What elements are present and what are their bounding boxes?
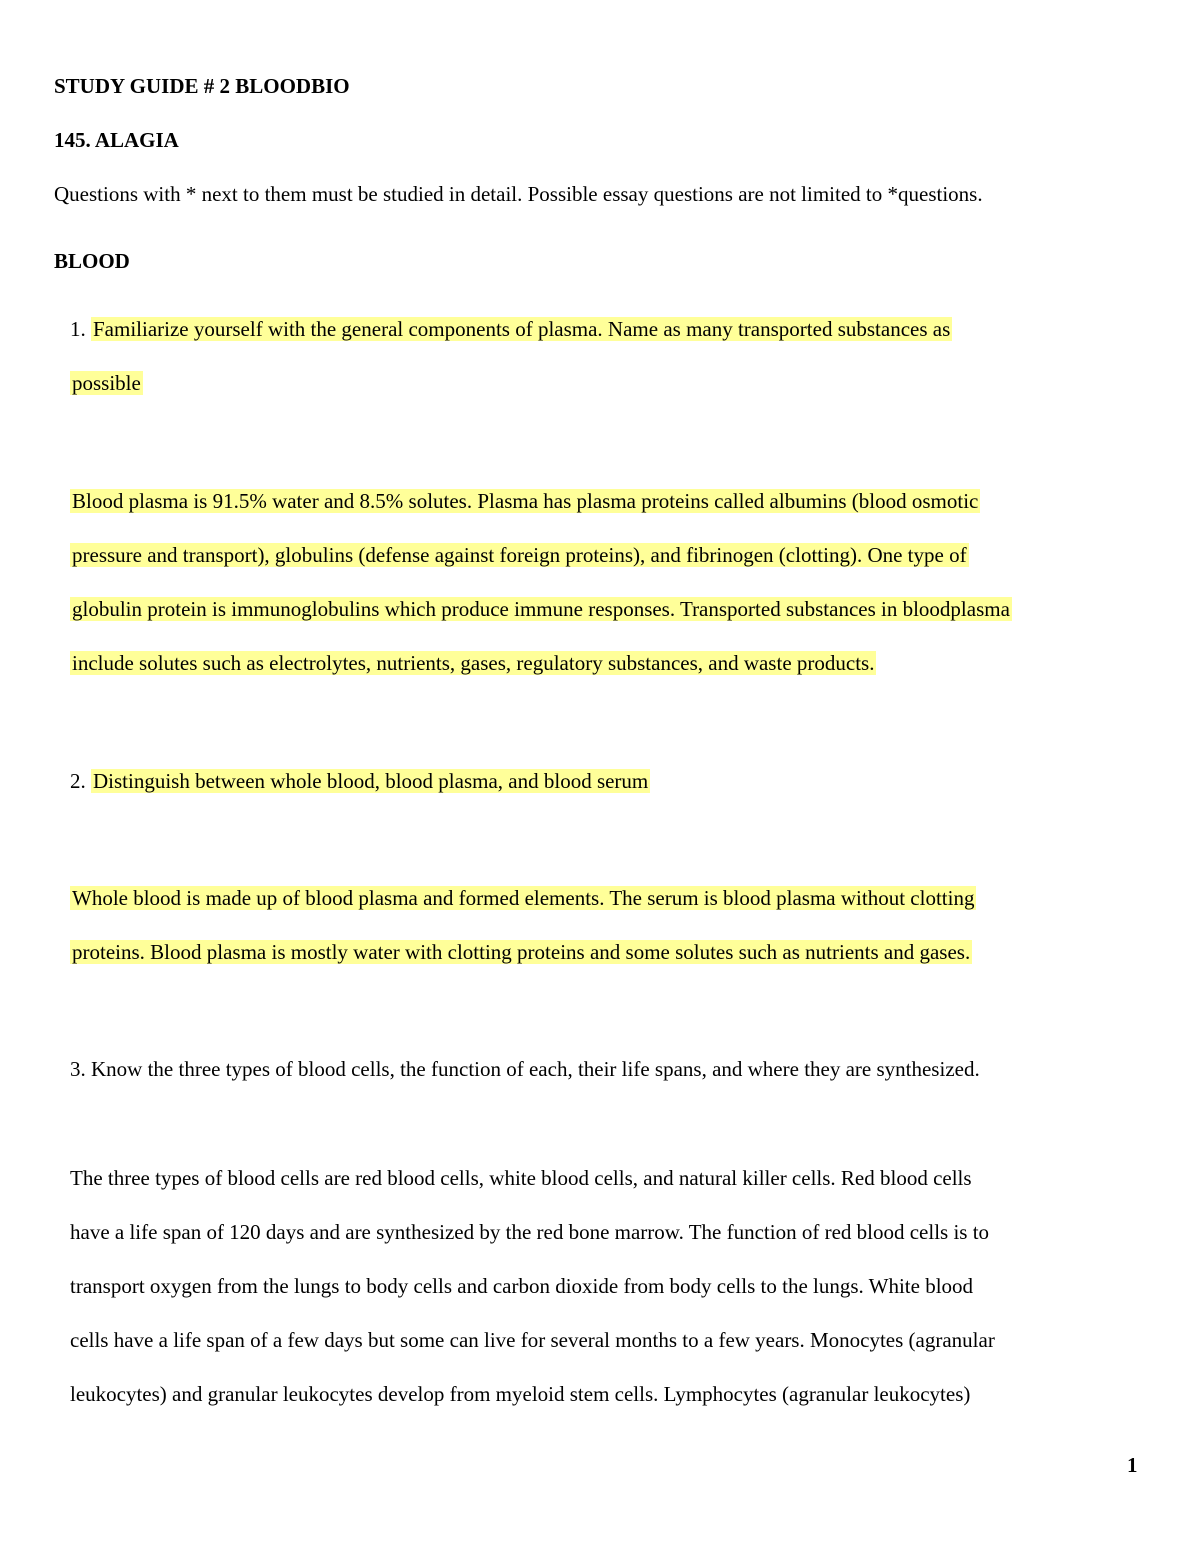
question-1-text-cont: possible — [72, 371, 141, 395]
section-title: BLOOD — [54, 249, 130, 273]
question-1-text: Familiarize yourself with the general components of plasma. Name as many transported substances as — [93, 317, 951, 341]
document-title: STUDY GUIDE # 2 BLOODBIO — [54, 74, 350, 98]
question-1-line-2 — [70, 369, 143, 397]
answer-3-line-5: leukocytes) and granular leukocytes develop from myeloid stem cells. Lymphocytes (agranular leukocytes) — [70, 1382, 971, 1406]
question-2-number: 2. — [70, 769, 86, 793]
answer-2-line-1: Whole blood is made up of blood plasma and formed elements. The serum is blood plasma without clotting — [72, 886, 975, 910]
page-number: 1 — [1127, 1453, 1138, 1477]
question-2 — [70, 767, 650, 795]
answer-3-line-2: have a life span of 120 days and are synthesized by the red bone marrow. The function of red blood cells is to — [70, 1220, 990, 1244]
instructions-text: Questions with * next to them must be studied in detail. Possible essay questions are not limited to *questions. — [54, 182, 983, 206]
course-label: 145. ALAGIA — [54, 128, 179, 152]
answer-1-line-1: Blood plasma is 91.5% water and 8.5% solutes. Plasma has plasma proteins called albumins (blood osmotic — [72, 489, 979, 513]
question-1-line-1 — [70, 315, 952, 343]
answer-1-line-4: include solutes such as electrolytes, nutrients, gases, regulatory substances, and waste products. — [72, 651, 875, 675]
answer-3-line-3: transport oxygen from the lungs to body cells and carbon dioxide from body cells to the lungs. White blood — [70, 1274, 974, 1298]
answer-1-line-3: globulin protein is immunoglobulins which produce immune responses. Transported substances in bloodplasma — [72, 597, 1010, 621]
answer-2-line-2: proteins. Blood plasma is mostly water with clotting proteins and some solutes such as nutrients and gases. — [72, 940, 971, 964]
question-3: 3. Know the three types of blood cells, the function of each, their life spans, and where they are synthesized. — [70, 1057, 980, 1081]
answer-3-line-1: The three types of blood cells are red blood cells, white blood cells, and natural killer cells. Red blood cells — [70, 1166, 972, 1190]
answer-1-line-2: pressure and transport), globulins (defense against foreign proteins), and fibrinogen (clotting). One type of — [72, 543, 967, 567]
question-1-number: 1. — [70, 317, 86, 341]
answer-3-line-4: cells have a life span of a few days but some can live for several months to a few years. Monocytes (agranular — [70, 1328, 995, 1352]
question-2-text: Distinguish between whole blood, blood plasma, and blood serum — [93, 769, 649, 793]
